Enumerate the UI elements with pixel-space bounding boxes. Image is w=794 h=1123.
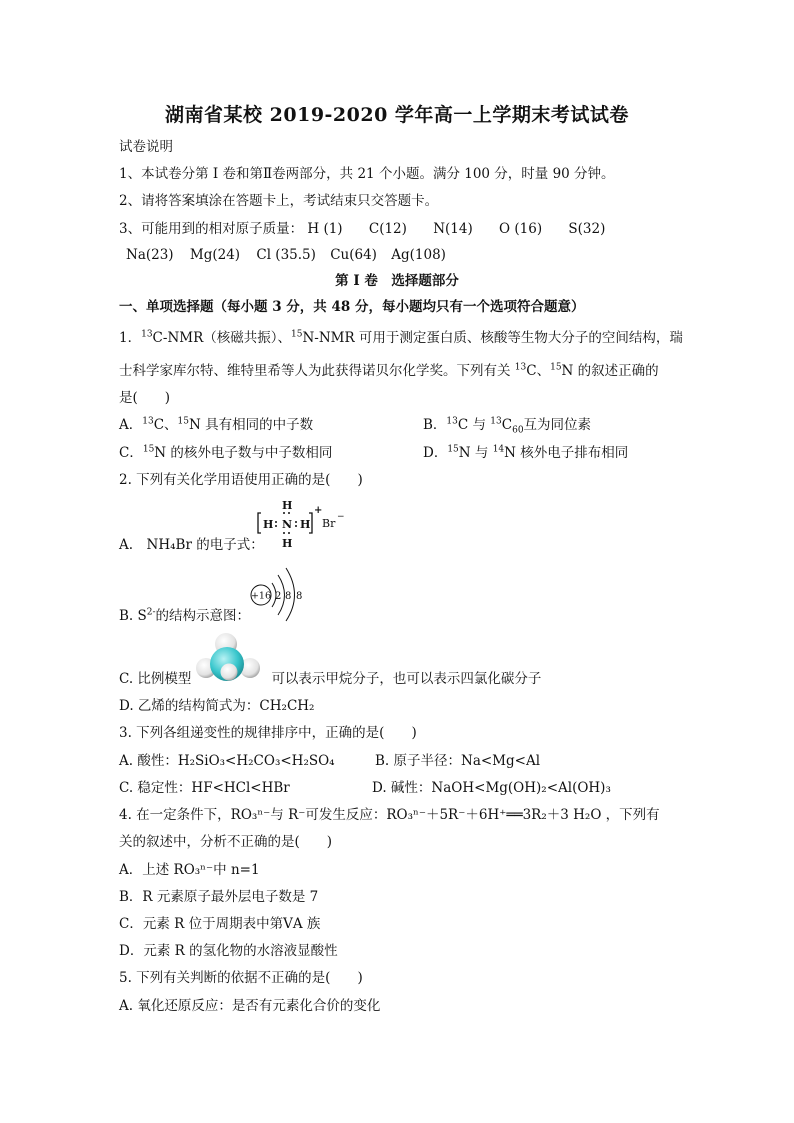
q2-option-d: D. 乙烯的结构简式为：CH₂CH₂ — [119, 698, 315, 714]
q1-option-c-label: C． — [119, 445, 143, 461]
sup-13: 13 — [446, 416, 458, 427]
q4-option-a: A．上述 RO₃ⁿ⁻中 n=1 — [119, 862, 260, 878]
h-atom-left: H — [263, 518, 274, 531]
q2-option-a: A. NH₄Br 的电子式： — [119, 537, 264, 553]
q3-option-b: B. 原子半径：Na<Mg<Al — [375, 753, 541, 769]
q1-stem-line-1 — [119, 329, 683, 347]
q1-option-b-text-1: C 与 — [457, 417, 491, 433]
q2-option-b — [119, 607, 250, 625]
q3-option-c: C. 稳定性：HF<HCl<HBr — [119, 780, 290, 796]
q1-text-a: C-NMR（核磁共振）、 — [152, 330, 291, 346]
h-atom-top: H — [282, 499, 293, 512]
sup-15: 15 — [291, 329, 303, 340]
q1-option-b-text-3: 互为同位素 — [523, 417, 592, 433]
q1-option-d — [423, 444, 628, 462]
h-atom-bottom: H — [282, 537, 293, 550]
q1-option-b-label: B． — [423, 417, 447, 433]
sup-15: 15 — [447, 444, 459, 455]
q2-option-c-label: C. 比例模型 — [119, 671, 192, 687]
atomic-mass-cl: Cl (35.5) — [256, 247, 316, 263]
atomic-mass-ag: Ag(108) — [391, 247, 446, 263]
instructions-heading: 试卷说明 — [119, 139, 173, 155]
q4-option-c: C．元素 R 位于周期表中第ⅤA 族 — [119, 916, 321, 932]
atomic-mass-n: N(14) — [433, 221, 473, 237]
n-atom: N — [282, 518, 293, 531]
left-bracket — [258, 513, 261, 533]
q1-text-d: C、 — [526, 363, 551, 379]
ammonium-charge: + — [314, 505, 323, 516]
shell-electrons-3: 8 — [296, 591, 303, 602]
q1-text-e: N 的叙述正确的 — [561, 363, 659, 379]
sup-13: 13 — [490, 416, 502, 427]
q1-stem-line-3: 是( ) — [119, 390, 171, 406]
sup-15: 15 — [550, 362, 562, 373]
q2-option-b-text: 的结构示意图： — [155, 608, 251, 624]
q2-option-c-text: 可以表示甲烷分子，也可以表示四氯化碳分子 — [271, 671, 542, 687]
sub-60: 60 — [512, 425, 524, 436]
q1-option-d-text-2: N 核外电子排布相同 — [504, 445, 629, 461]
q4-stem-line-2: 关的叙述中，分析不正确的是( ) — [119, 834, 333, 850]
sup-13: 13 — [141, 329, 153, 340]
q4-option-b: B．R 元素原子最外层电子数是 7 — [119, 889, 319, 905]
q2-stem: 2. 下列有关化学用语使用正确的是( ) — [119, 472, 363, 488]
sup-14: 14 — [492, 444, 505, 455]
sup-15: 15 — [142, 444, 155, 455]
section-1-subheading: 一、单项选择题（每小题 3 分，共 48 分，每小题均只有一个选项符合题意） — [119, 299, 585, 315]
q4-stem-line-1: 4. 在一定条件下，RO₃ⁿ⁻与 R⁻可发生反应：RO₃ⁿ⁻＋5R⁻＋6H⁺══3R₂＋3 H₂O ，下列有 — [119, 807, 660, 823]
q1-option-b-text-2: C — [501, 417, 513, 433]
atomic-mass-s: S(32) — [568, 221, 606, 237]
q1-text-b: N-NMR 可用于测定蛋白质、核酸等生物大分子的空间结构，瑞 — [302, 330, 683, 346]
q5-option-a: A. 氧化还原反应：是否有元素化合价的变化 — [119, 998, 381, 1014]
atomic-mass-h: H (1) — [307, 221, 343, 237]
h-atom-right: H — [300, 518, 311, 531]
atomic-mass-mg: Mg(24) — [189, 247, 241, 263]
q3-stem: 3. 下列各组递变性的规律排序中，正确的是( ) — [119, 725, 417, 741]
q3-option-d: D. 碱性：NaOH<Mg(OH)₂<Al(OH)₃ — [372, 780, 611, 796]
instruction-line-3 — [119, 220, 627, 238]
sulfide-charge-sup: 2- — [146, 607, 156, 618]
q1-text-c: 士科学家库尔特、维特里希等人为此获得诺贝尔化学奖。下列有关 — [119, 363, 515, 379]
q2-option-b-label: B. S — [119, 608, 147, 624]
atomic-mass-na: Na(23) — [126, 247, 174, 263]
q1-option-d-label: D． — [423, 445, 448, 461]
shell-electrons-1: 2 — [275, 591, 282, 602]
nucleus-charge: +16 — [250, 590, 272, 602]
q1-option-a-text-2: N 具有相同的中子数 — [189, 417, 314, 433]
q1-option-c — [119, 444, 332, 462]
instruction-line-1: 1、本试卷分第 I 卷和第Ⅱ卷两部分，共 21 个小题。满分 100 分，时量 90 分钟。 — [119, 166, 615, 182]
bromide-charge: − — [337, 512, 345, 522]
page-title: 湖南省某校 2019-2020 学年高一上学期末考试试卷 — [165, 104, 629, 126]
q1-number: 1． — [119, 330, 142, 346]
bromide-symbol: Br — [322, 517, 336, 530]
atomic-masses-row-2 — [126, 246, 468, 264]
q1-option-d-text-1: N 与 — [458, 445, 493, 461]
q1-option-a-label: A． — [119, 417, 143, 433]
q1-option-a-text-1: C、 — [153, 417, 178, 433]
shell-electrons-2: 8 — [285, 591, 292, 602]
q3-option-a: A. 酸性：H₂SiO₃<H₂CO₃<H₂SO₄ — [119, 753, 335, 769]
instruction-line-3-label: 3、可能用到的相对原子质量： — [119, 221, 304, 237]
instruction-line-2: 2、请将答案填涂在答题卡上，考试结束只交答题卡。 — [119, 193, 439, 209]
section-1-heading: 第 I 卷 选择题部分 — [335, 273, 459, 289]
q1-stem-line-2 — [119, 362, 659, 380]
q1-option-c-text: N 的核外电子数与中子数相同 — [154, 445, 333, 461]
sulfide-ion-structure-diagram — [248, 563, 310, 623]
q1-option-b — [423, 416, 591, 434]
atomic-mass-c: C(12) — [368, 221, 407, 237]
nh4br-electron-formula — [255, 497, 345, 551]
q2-option-c — [119, 670, 541, 688]
q4-option-d: D．元素 R 的氢化物的水溶液显酸性 — [119, 943, 338, 959]
sup-13: 13 — [142, 416, 154, 427]
sup-15: 15 — [177, 416, 189, 427]
atomic-mass-cu: Cu(64) — [330, 247, 377, 263]
atomic-mass-o: O (16) — [499, 221, 543, 237]
sup-13: 13 — [514, 362, 527, 373]
q1-option-a — [119, 416, 313, 434]
q5-stem: 5. 下列有关判断的依据不正确的是( ) — [119, 970, 363, 986]
